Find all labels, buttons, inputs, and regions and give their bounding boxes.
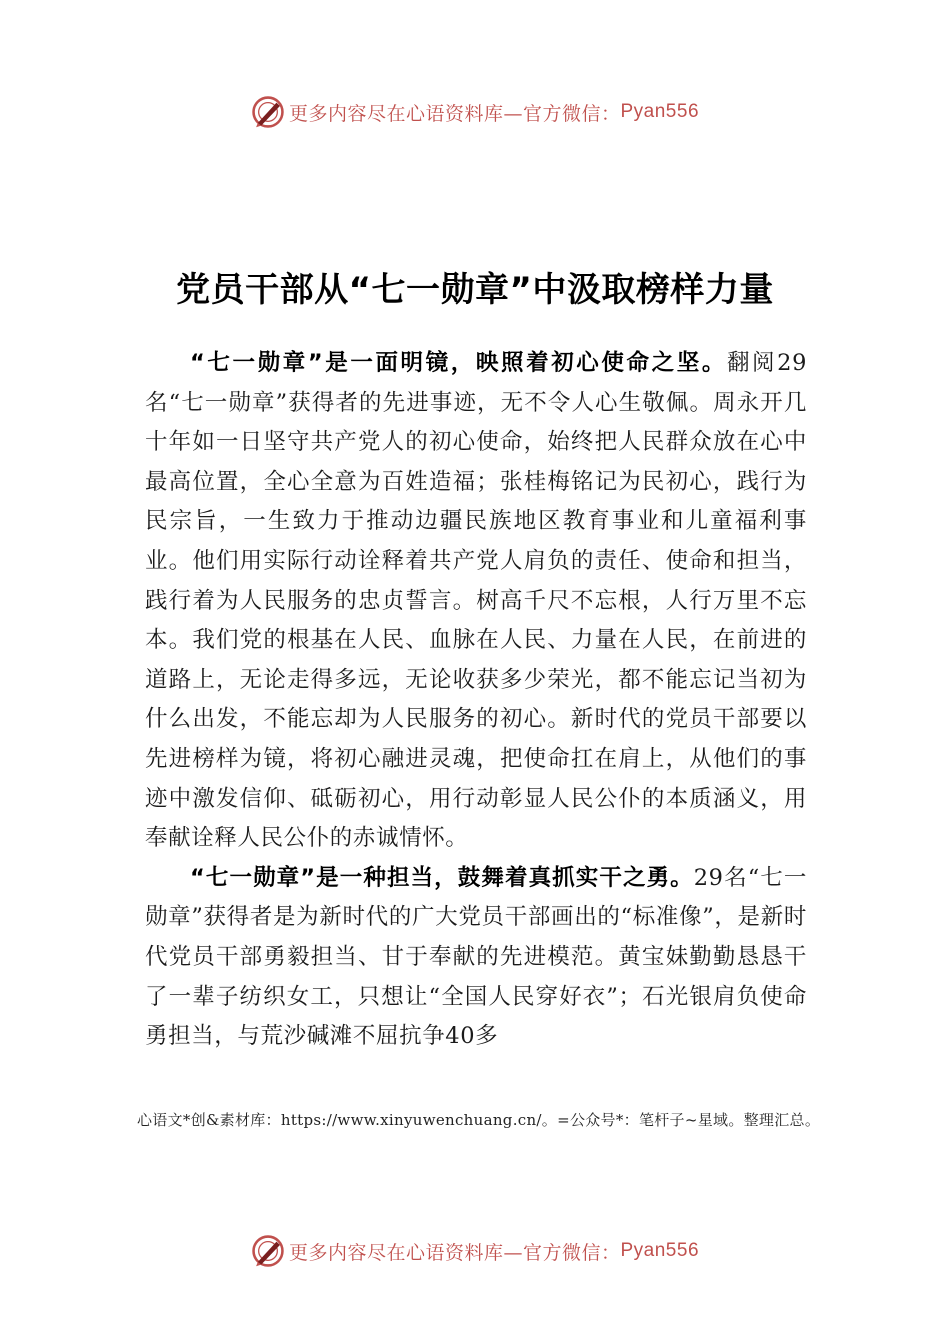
paragraph-2-lead: “七一勋章”是一种担当，鼓舞着真抓实干之勇。 (190, 864, 694, 891)
pen-seal-icon (251, 95, 285, 129)
footer-banner (0, 1234, 950, 1268)
header-banner (0, 95, 950, 129)
banner-text: 更多内容尽在心语资料库—官方微信： (288, 102, 621, 125)
document-body (145, 344, 807, 1057)
paragraph-1-body: 翻阅29名“七一勋章”获得者的先进事迹，无不令人心生敬佩。周永开几十年如一日坚守共产党人的初心使命，始终把人民群众放在心中最高位置，全心全意为百姓造福；张桂梅铭记为民初心，践行为民宗旨，一生致力于推动边疆民族地区教育事业和儿童福利事业。他们用实际行动诠释着共产党人肩负的责任、使命和担当，践行着为人民服务的忠贞誓言。树高千尺不忘根，人行万里不忘本。我们党的根基在人民、血脉在人民、力量在人民，在前进的道路上，无论走得多远，无论收获多少荣光，都不能忘记当初为什么出发，不能忘却为人民服务的初心。新时代的党员干部要以先进榜样为镜，将初心融进灵魂，把使命扛在肩上，从他们的事迹中激发信仰、砥砺初心，用行动彰显人民公仆的本质涵义，用奉献诠释人民公仆的赤诚情怀。 (145, 350, 807, 852)
banner-wechat-id: Pyan556 (620, 101, 700, 122)
source-footnote: 心语文*创&素材库：https://www.xinyuwenchuang.cn/。=公众号*：笔杆子~星域。整理汇总。 (137, 1111, 821, 1129)
paragraph-1-lead: “七一勋章”是一面明镜，映照着初心使命之坚。 (190, 350, 727, 376)
banner-text: 更多内容尽在心语资料库—官方微信： (288, 1241, 621, 1264)
pen-seal-icon (251, 1234, 285, 1268)
paragraph-2 (145, 859, 807, 1057)
paragraph-1 (145, 344, 807, 859)
paragraph-2-body: 29名“七一勋章”获得者是为新时代的广大党员干部画出的“标准像”，是新时代党员干部勇毅担当、甘于奉献的先进模范。黄宝妹勤勤恳恳干了一辈子纺织女工，只想让“全国人民穿好衣”；石光银肩负使命勇担当，与荒沙碱滩不屈抗争40多 (145, 864, 807, 1050)
banner-wechat-id: Pyan556 (620, 1240, 700, 1261)
document-title: 党员干部从“七一勋章”中汲取榜样力量 (176, 270, 774, 310)
